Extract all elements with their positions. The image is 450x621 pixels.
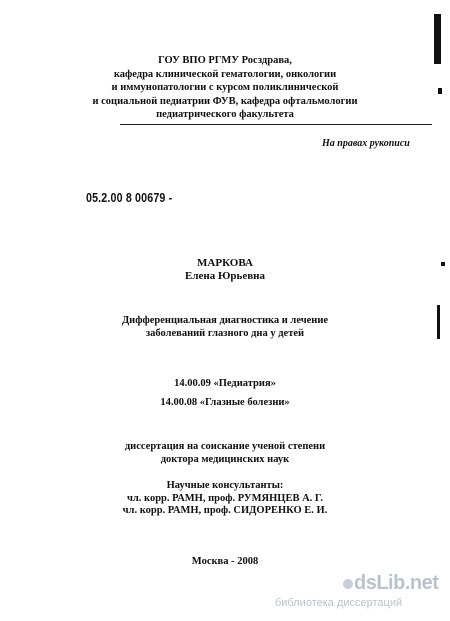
consultant-2: чл. корр. РАМН, проф. СИДОРЕНКО Е. И.	[122, 505, 328, 516]
header-line-1: ГОУ ВПО РГМУ Росздрава,	[158, 55, 292, 66]
dissertation-title	[0, 314, 450, 340]
scan-mark-top-2	[438, 88, 442, 94]
specialty-1: 14.00.09 «Педиатрия»	[174, 378, 276, 389]
watermark-logo	[342, 572, 438, 595]
consultants-block	[0, 480, 450, 518]
specialty-2: 14.00.08 «Глазные болезни»	[160, 397, 290, 408]
watermark-dot-icon	[343, 579, 353, 589]
scan-mark-top	[434, 14, 441, 64]
city-year: Москва - 2008	[191, 556, 259, 567]
manuscript-note: На правах рукописи	[322, 138, 410, 149]
degree-line-2: доктора медицинских наук	[160, 454, 290, 465]
degree-line-1: диссертация на соискание ученой степени	[124, 441, 326, 452]
author-block	[0, 257, 450, 283]
watermark-subtitle: библиотека диссертаций	[275, 597, 403, 609]
consultant-1: чл. корр. РАМН, проф. РУМЯНЦЕВ А. Г.	[126, 492, 324, 504]
watermark-logo-text: dsLib.net	[354, 572, 439, 594]
title-line-2: заболеваний глазного дна у детей	[145, 328, 305, 339]
author-surname: МАРКОВА	[197, 257, 253, 269]
header-divider	[120, 124, 432, 125]
institution-header	[0, 54, 450, 122]
registration-stamp: 05.2.00 8 00679 -	[86, 190, 173, 205]
scan-mark-mid	[441, 262, 445, 266]
header-line-5: педиатрического факультета	[156, 109, 294, 120]
title-line-1: Дифференциальная диагностика и лечение	[121, 315, 329, 326]
degree-statement	[0, 440, 450, 466]
scan-mark-lower	[437, 305, 440, 339]
header-line-2: кафедра клинической гематологии, онкологии	[113, 68, 337, 80]
header-line-3: и иммунопатологии с курсом поликлинической	[111, 82, 339, 93]
author-name: Елена Юрьевна	[185, 270, 265, 282]
consultants-heading: Научные консультанты:	[166, 480, 284, 491]
header-line-4: и социальной педиатрии ФУВ, кафедра офтальмологии	[92, 95, 358, 107]
